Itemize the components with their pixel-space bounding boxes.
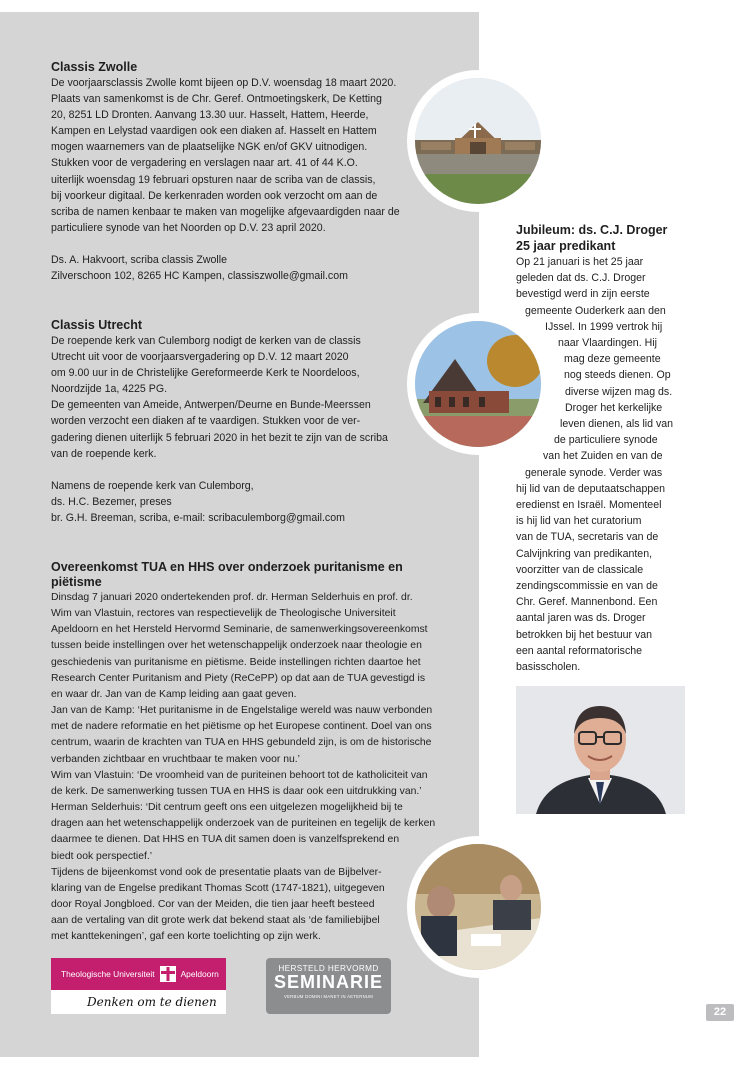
body-line: met de nadere reformatie en het piëtisme op het Europese continent. Doel van ons: [51, 721, 432, 733]
body-line: bevestigd werd in zijn eerste: [516, 288, 650, 301]
body-line: De roepende kerk van Culemborg nodigt de kerken van de classis: [51, 335, 361, 347]
body-line: Utrecht uit voor de voorjaarsvergadering op D.V. 12 maart 2020: [51, 351, 349, 364]
overeenkomst-body: [51, 590, 456, 945]
body-line: generale synode. Verder was: [525, 466, 663, 479]
body-line: Research Center Puritanism and Piety (ReCePP) op dat aan de TUA gevestigd is: [51, 672, 426, 684]
signing-ceremony-photo: [407, 836, 549, 978]
body-line: particuliere synode van het Noorden op D.V. 23 april 2020.: [51, 221, 326, 234]
portrait-image: [516, 686, 685, 814]
tua-logo-city: Apeldoorn: [180, 969, 219, 979]
body-line: Stukken voor de vergadering en verslagen naar art. 41 of 44 K.O.: [51, 157, 358, 170]
article-jubileum: [516, 222, 688, 675]
heading-overeenkomst: [51, 560, 456, 590]
hhs-logo: [266, 958, 391, 1014]
body-line: daarmee te dienen. Dat HHS en TUA dit samen doen is vanzelfsprekend en: [51, 834, 400, 846]
body-line: aan de vertaling van dit grote werk dat bekend staat als ‘de familiebijbel: [51, 915, 380, 927]
signature-line: Ds. A. Hakvoort, scriba classis Zwolle: [51, 253, 228, 266]
body-line: is hij lid van het curatorium: [516, 515, 642, 528]
heading-classis-utrecht: Classis Utrecht: [51, 318, 143, 332]
body-line: om 9.00 uur in de Christelijke Gereformeerde Kerk te Noordeloos,: [51, 367, 360, 380]
page-number: 22: [706, 1004, 734, 1021]
body-line: betrokken bij het bestuur van: [516, 628, 653, 641]
signing-ceremony-image: [415, 844, 541, 970]
signature-line: ds. H.C. Bezemer, preses: [51, 495, 172, 508]
article-classis-utrecht: [51, 318, 399, 526]
body-line: Droger het kerkelijke: [565, 401, 663, 414]
tua-logo-tagline: Denken om te dienen: [87, 995, 217, 1009]
body-line: IJssel. In 1999 vertrok hij: [545, 320, 663, 333]
heading-classis-zwolle: Classis Zwolle: [51, 60, 138, 74]
body-line: basisscholen.: [516, 661, 581, 674]
body-line: bij voorkeur digitaal. De kerkenraden worden ook verzocht om aan de: [51, 189, 378, 202]
church-dronten-photo: [407, 70, 549, 212]
tua-logo-name: Theologische Universiteit: [61, 969, 155, 979]
body-line: door Royal Jongbloed. Cor van der Meiden, die tien jaar heeft besteed: [51, 898, 375, 910]
body-line: hij lid van de deputaatschappen: [516, 482, 666, 495]
body-line: klaring van de Engelse predikant Thomas Scott (1747-1821), uitgegeven: [51, 882, 385, 894]
portrait-ds-droger: [516, 686, 685, 814]
body-line: Dinsdag 7 januari 2020 ondertekenden prof. dr. Herman Selderhuis en prof. dr.: [51, 592, 413, 603]
body-line: geschiedenis van puritanisme en piëtisme. Beide instellingen richten daartoe het: [51, 656, 421, 668]
body-line: mogen waarnemers van de plaatselijke NGK en/of GKV uitnodigen.: [51, 141, 368, 154]
body-line: Tijdens de bijeenkomst vond ook de presentatie plaats van de Bijbelver-: [51, 866, 382, 878]
body-line: verbanden zichtbaar en vruchtbaar te maken voor nu.’: [51, 753, 300, 765]
body-line: geleden dat ds. C.J. Droger: [516, 272, 646, 285]
body-line: van de TUA, secretaris van de: [516, 531, 659, 544]
church-dronten-image: [415, 78, 541, 204]
heading-jubileum: [516, 222, 688, 254]
body-line: biedt ook perspectief.’: [51, 850, 153, 862]
body-line: voorzitter van de classicale: [516, 563, 644, 576]
hhs-logo-line2: SEMINARIE: [273, 972, 383, 992]
body-line: 20, 8251 LD Dronten. Aanvang 13.30 uur. Hasselt, Hattem, Heerde,: [51, 109, 369, 122]
body-line: Herman Selderhuis: ‘Dit centrum geeft ons een uitgelezen mogelijkheid bij te: [51, 802, 403, 814]
body-line: van de roepende kerk.: [51, 447, 157, 460]
heading-line: 25 jaar predikant: [516, 239, 616, 253]
body-line: Plaats van samenkomst is de Chr. Geref. Ontmoetingskerk, De Ketting: [51, 93, 382, 106]
article-classis-zwolle: [51, 60, 456, 284]
cross-icon: [160, 966, 176, 982]
signature-line: Zilverschoon 102, 8265 HC Kampen, classiszwolle@gmail.com: [51, 270, 348, 283]
body-line: scriba de namen kenbaar te maken van mogelijke afgevaardigden naar de: [51, 205, 400, 218]
body-line: en waar dr. Jan van de Kamp leiding aan gaat geven.: [51, 688, 297, 700]
body-line: de particuliere synode: [554, 434, 658, 447]
body-line: zendingscommissie en van de: [516, 580, 658, 593]
body-line: uiterlijk woensdag 19 februari opsturen naar de scriba van de classis,: [51, 173, 376, 186]
body-line: Op 21 januari is het 25 jaar: [516, 256, 644, 268]
body-line: diverse wijzen mag ds.: [565, 385, 673, 398]
hhs-logo-motto: VERBUM DOMINI MANET IN AETERNUM: [283, 994, 374, 999]
body-line: Apeldoorn en het Hersteld Hervormd Seminarie, de samenwerkingsovereenkomst: [51, 624, 428, 636]
heading-line: piëtisme: [51, 575, 102, 589]
body-line: met kanttekeningen’, gaf een korte toelichting op zijn werk.: [51, 931, 321, 943]
tua-logo: [51, 958, 226, 1014]
body-line: Jan van de Kamp: ‘Het puritanisme in de Engelstalige wereld was nauw verbonden: [51, 705, 433, 717]
body-line: De voorjaarsclassis Zwolle komt bijeen op D.V. woensdag 18 maart 2020.: [51, 77, 397, 89]
signature-line: br. G.H. Breeman, scriba, e-mail: scribaculemborg@gmail.com: [51, 511, 345, 524]
body-line: worden verzocht een diaken af te vaardigen. Stukken voor de ver-: [51, 415, 361, 428]
hhs-logo-line1: HERSTELD HERVORMD: [278, 964, 379, 973]
body-line: Noordzijde 1a, 4225 PG.: [51, 383, 168, 396]
heading-line: Overeenkomst TUA en HHS over onderzoek puritanisme en: [51, 560, 403, 574]
body-line: Wim van Vlastuin, rectores van respectievelijk de Theologische Universiteit: [51, 608, 396, 620]
body-line: een aantal reformatorische: [516, 644, 643, 657]
tua-logo-banner: [51, 958, 226, 990]
body-line: mag deze gemeente: [564, 353, 661, 366]
article-overeenkomst: [51, 560, 456, 945]
body-line: aantal jaren was ds. Droger: [516, 612, 646, 625]
signature-line: Namens de roepende kerk van Culemborg,: [51, 479, 254, 492]
body-line: naar Vlaardingen. Hij: [558, 337, 657, 350]
body-line: centrum, waarin de krachten van TUA en HHS gebundeld zijn, is om de historische: [51, 737, 432, 749]
body-line: De gemeenten van Ameide, Antwerpen/Deurne en Bunde-Meerssen: [51, 399, 371, 412]
body-line: van het Zuiden en van de: [543, 450, 663, 463]
heading-line: Jubileum: ds. C.J. Droger: [516, 223, 668, 237]
body-line: Kampen en Lelystad vaardigen ook een diaken af. Hasselt en Hattem: [51, 125, 377, 138]
body-line: eredienst en Israël. Momenteel: [516, 499, 662, 512]
body-line: nog steeds dienen. Op: [564, 369, 671, 382]
body-line: leven dienen, als lid van: [560, 418, 674, 431]
body-line: Calvijnkring van predikanten,: [516, 547, 653, 560]
body-line: tussen beide instellingen over het wetenschappelijk onderzoek naar theologie en: [51, 640, 422, 652]
body-line: dragen aan het wetenschappelijk onderzoek van de puriteinen en tegelijk de kerken: [51, 818, 436, 830]
body-line: Chr. Geref. Mannenbond. Een: [516, 596, 658, 609]
body-line: gemeente Ouderkerk aan den: [525, 304, 666, 317]
body-line: de kerk. De samenwerking tussen TUA en HHS is daar ook een uitdrukking van.’: [51, 785, 422, 797]
body-line: gadering dienen uiterlijk 5 februari 2020 in het bezit te zijn van de scriba: [51, 431, 388, 444]
body-line: Wim van Vlastuin: ‘De vroomheid van de puriteinen behoort tot de katholiciteit van: [51, 769, 428, 781]
